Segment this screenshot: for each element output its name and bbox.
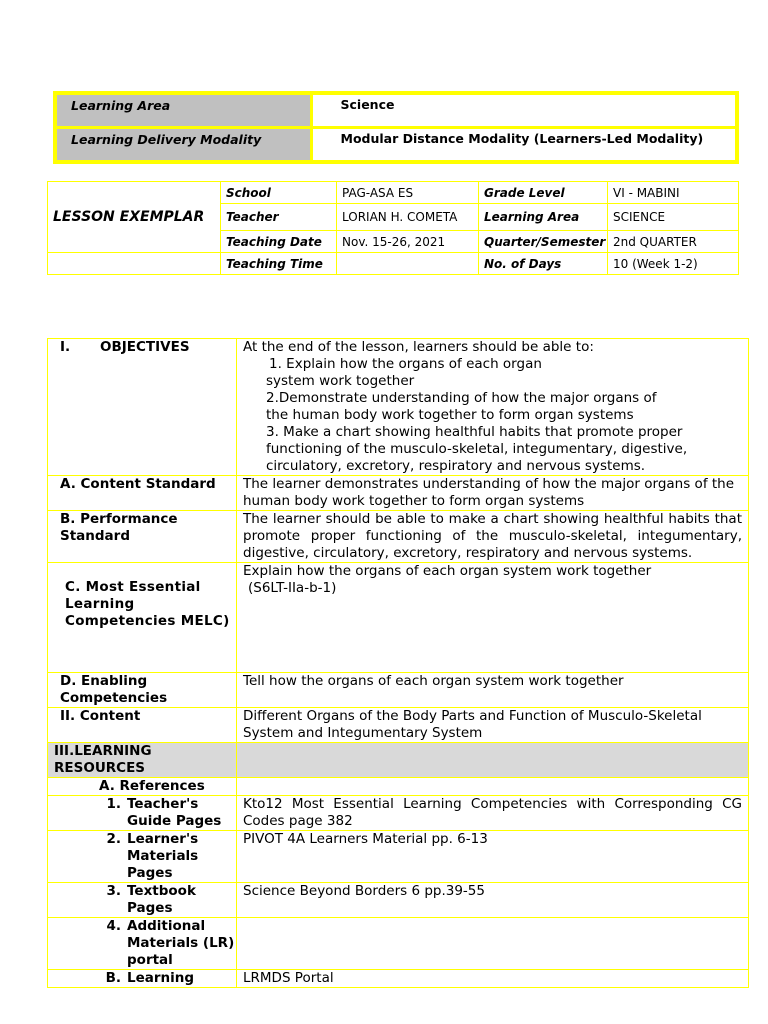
objective-line: 3. Make a chart showing healthful habits that promote proper (266, 424, 683, 440)
learning-area-box (53, 91, 739, 164)
objective-line: 2.Demonstrate understanding of how the major organs of (266, 390, 657, 406)
info-label: No. of Days (479, 253, 608, 275)
objective-line: functioning of the musculo-skeletal, integumentary, digestive, circulatory, excretory, respiratory and nervous systems. (266, 441, 688, 474)
info-label: Quarter/Semester (479, 231, 608, 253)
content-row (48, 708, 749, 743)
info-label: Teaching Time (221, 253, 337, 275)
learning-area-label: Learning Area (55, 93, 311, 128)
lesson-plan-table (47, 338, 749, 988)
objectives-num: I. (60, 339, 71, 355)
learning-label-cell (48, 970, 237, 988)
delivery-modality-row (55, 128, 737, 163)
learning-area-value: Science (311, 93, 737, 128)
resource-label: Additional Materials (LR) portal (127, 918, 235, 968)
references-label: A. References (48, 778, 237, 796)
objectives-label: OBJECTIVES (100, 339, 190, 355)
objective-line: system work together (266, 373, 415, 389)
performance-standard-text: The learner should be able to make a chart showing healthful habits that promote proper functioning of the musculo-skeletal, integumentary, digestive, circulatory, excretory, respiratory and nervous systems. (237, 511, 749, 563)
lesson-info-table (47, 181, 739, 275)
info-label: Learning Area (479, 204, 608, 231)
resource-value: Science Beyond Borders 6 pp.39-55 (237, 883, 749, 918)
info-value: 2nd QUARTER (608, 231, 739, 253)
resource-item-row (48, 831, 749, 883)
resource-num: 1. (106, 796, 121, 812)
resource-item-label-cell (48, 796, 237, 831)
info-value: VI - MABINI (608, 182, 739, 204)
melc-row (48, 563, 749, 673)
objective-item (243, 356, 742, 390)
melc-code: (S6LT-IIa-b-1) (248, 580, 337, 596)
info-label: Teaching Date (221, 231, 337, 253)
resource-num: 4. (106, 918, 121, 934)
resource-label: Teacher's Guide Pages (127, 796, 222, 829)
resource-value: Kto12 Most Essential Learning Competencies with Corresponding CG Codes page 382 (237, 796, 749, 831)
info-value: Nov. 15-26, 2021 (337, 231, 479, 253)
info-value (337, 253, 479, 275)
lesson-exemplar-title: LESSON EXEMPLAR (48, 182, 221, 253)
info-value: 10 (Week 1-2) (608, 253, 739, 275)
references-empty (237, 778, 749, 796)
info-value: LORIAN H. COMETA (337, 204, 479, 231)
learning-area-row (55, 93, 737, 128)
info-value: SCIENCE (608, 204, 739, 231)
resources-label: III.LEARNING RESOURCES (48, 743, 237, 778)
melc-text: Explain how the organs of each organ system work together (243, 563, 652, 579)
objective-line: 1. Explain how the organs of each organ (269, 356, 542, 372)
performance-standard-row (48, 511, 749, 563)
learning-label: Learning (127, 970, 195, 986)
info-row (48, 253, 739, 275)
info-empty-cell (48, 253, 221, 275)
delivery-modality-label: Learning Delivery Modality (55, 128, 311, 163)
melc-label: C. Most Essential Learning Competencies MELC) (48, 563, 237, 673)
resource-item-label-cell (48, 831, 237, 883)
objectives-text-cell (237, 339, 749, 476)
performance-standard-label: B. Performance Standard (48, 511, 237, 563)
resource-value (237, 918, 749, 970)
content-label: II. Content (48, 708, 237, 743)
content-text: Different Organs of the Body Parts and Function of Musculo-Skeletal System and Integumentary System (237, 708, 749, 743)
objective-item (243, 390, 742, 424)
info-label: School (221, 182, 337, 204)
learning-row (48, 970, 749, 988)
melc-text-cell (237, 563, 749, 673)
info-row (48, 182, 739, 204)
objective-line: the human body work together to form organ systems (266, 407, 634, 423)
resource-num: 2. (106, 831, 121, 847)
resource-item-row (48, 918, 749, 970)
content-standard-text: The learner demonstrates understanding of how the major organs of the human body work together to form organ systems (237, 476, 749, 511)
resources-empty (237, 743, 749, 778)
content-standard-label: A. Content Standard (48, 476, 237, 511)
delivery-modality-value: Modular Distance Modality (Learners-Led Modality) (311, 128, 737, 163)
learning-num: B. (105, 970, 121, 986)
resource-item-row (48, 796, 749, 831)
resource-item-row (48, 883, 749, 918)
learning-value: LRMDS Portal (237, 970, 749, 988)
resource-num: 3. (106, 883, 121, 899)
resource-label: Learner's Materials Pages (127, 831, 199, 881)
content-standard-row (48, 476, 749, 511)
resource-label: Textbook Pages (127, 883, 196, 916)
info-label: Grade Level (479, 182, 608, 204)
objective-item (243, 424, 742, 475)
objectives-intro: At the end of the lesson, learners should be able to: (243, 339, 594, 355)
info-value: PAG-ASA ES (337, 182, 479, 204)
enabling-label: D. Enabling Competencies (48, 673, 237, 708)
objectives-row (48, 339, 749, 476)
enabling-row (48, 673, 749, 708)
info-label: Teacher (221, 204, 337, 231)
resource-value: PIVOT 4A Learners Material pp. 6-13 (237, 831, 749, 883)
enabling-text: Tell how the organs of each organ system work together (237, 673, 749, 708)
resource-item-label-cell (48, 918, 237, 970)
objectives-label-cell (48, 339, 237, 476)
references-row (48, 778, 749, 796)
resource-item-label-cell (48, 883, 237, 918)
resources-row (48, 743, 749, 778)
